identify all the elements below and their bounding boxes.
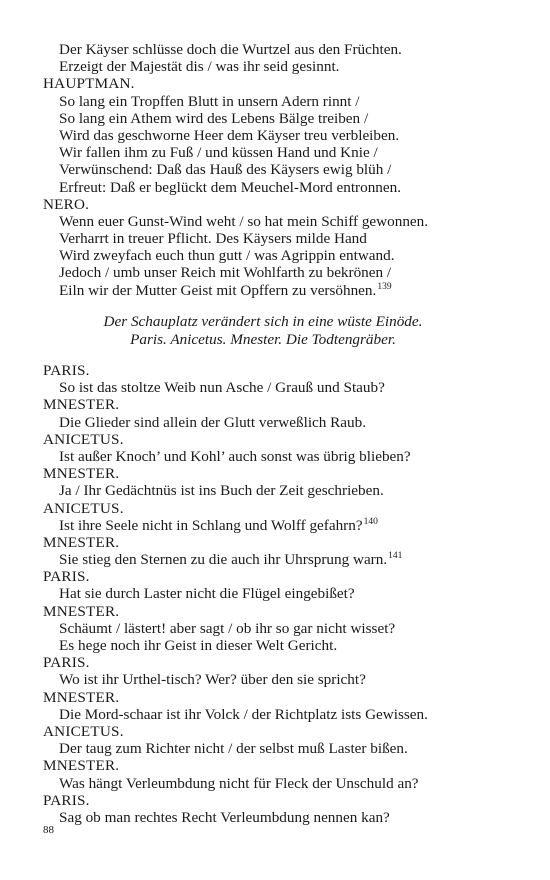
verse-text: Wo ist ihr Urthel-tisch? Wer? über den sie spricht? — [59, 671, 366, 689]
verse-text: Wird das geschworne Heer dem Käyser treu verbleiben. — [59, 126, 400, 144]
verse-line — [43, 637, 523, 654]
speaker-name — [43, 603, 523, 620]
speaker-name — [43, 75, 523, 92]
speaker-name — [43, 689, 523, 706]
verse-line — [43, 93, 523, 110]
verse-line — [43, 264, 523, 281]
verse-line — [43, 809, 523, 826]
verse-text: Hat sie durch Laster nicht die Flügel eingebißet? — [59, 585, 355, 603]
verse-text: Verharrt in treuer Pflicht. Des Käysers milde Hand — [59, 230, 367, 248]
text-block-lower — [43, 362, 523, 826]
text-block-upper — [43, 41, 523, 299]
speaker-name — [43, 500, 523, 517]
verse-line — [43, 448, 523, 465]
speaker-label: MNESTER. — [43, 688, 120, 706]
verse-text: Wir fallen ihm zu Fuß / und küssen Hand und Knie / — [59, 144, 378, 162]
speaker-name — [43, 792, 523, 809]
speaker-label: MNESTER. — [43, 757, 120, 775]
verse-text: Wenn euer Gunst-Wind weht / so hat mein Schiff gewonnen. — [59, 212, 429, 230]
verse-text: Verwünschend: Daß das Hauß des Käysers ewig blüh / — [59, 161, 392, 179]
verse-text: Der taug zum Richter nicht / der selbst muß Laster bißen. — [59, 740, 408, 758]
speaker-label: ANICETUS. — [43, 722, 124, 740]
verse-text: Es hege noch ihr Geist in dieser Welt Gericht. — [59, 637, 338, 654]
verse-text: Was hängt Verleumbdung nicht für Fleck der Unschuld an? — [59, 774, 419, 792]
verse-text: So lang ein Athem wird des Lebens Bälge treiben / — [59, 109, 369, 127]
speaker-label: PARIS. — [43, 791, 90, 809]
speaker-label: MNESTER. — [43, 602, 120, 620]
speaker-name — [43, 196, 523, 213]
verse-line — [43, 179, 523, 196]
speaker-name — [43, 723, 523, 740]
verse-text: Die Mord-schaar ist ihr Volck / der Richtplatz ists Gewissen. — [59, 705, 428, 723]
page-number: 88 — [43, 824, 54, 836]
verse-text: Wird zweyfach euch thun gutt / was Agrippin entwand. — [59, 247, 395, 265]
footnote-marker[interactable]: 139 — [377, 281, 392, 292]
verse-text: Ja / Ihr Gedächtnüs ist ins Buch der Zeit geschrieben. — [59, 482, 384, 500]
verse-line — [43, 247, 523, 264]
verse-text: Ist ihre Seele nicht in Schlang und Wolff gefahrn? — [59, 516, 363, 534]
verse-line — [43, 282, 523, 299]
speaker-label: PARIS. — [43, 568, 90, 586]
speaker-label: PARIS. — [43, 362, 90, 379]
speaker-name — [43, 362, 523, 379]
footnote-marker[interactable]: 141 — [388, 551, 403, 562]
verse-line — [43, 127, 523, 144]
speaker-label: ANICETUS. — [43, 430, 124, 448]
verse-line — [43, 58, 523, 75]
speaker-name — [43, 568, 523, 585]
speaker-name — [43, 465, 523, 482]
verse-text: Sag ob man rechtes Recht Verleumbdung nennen kan? — [59, 808, 390, 826]
verse-line — [43, 110, 523, 127]
verse-line — [43, 482, 523, 499]
speaker-label: MNESTER. — [43, 533, 120, 551]
verse-line — [43, 671, 523, 688]
speaker-name — [43, 534, 523, 551]
verse-line — [43, 213, 523, 230]
verse-line — [43, 517, 523, 534]
speaker-name — [43, 396, 523, 413]
verse-line — [43, 551, 523, 568]
speaker-name — [43, 654, 523, 671]
verse-line — [43, 585, 523, 602]
stage-direction-line: Der Schauplatz verändert sich in eine wüste Einöde. — [103, 313, 423, 330]
verse-line — [43, 706, 523, 723]
footnote-marker[interactable]: 140 — [363, 516, 378, 527]
verse-text: So lang ein Tropffen Blutt in unsern Adern rinnt / — [59, 92, 360, 110]
verse-text: Jedoch / umb unser Reich mit Wohlfarth zu bekrönen / — [59, 264, 392, 282]
speaker-label: PARIS. — [43, 654, 90, 672]
verse-text: Erfreut: Daß er beglückt dem Meuchel-Mord entronnen. — [59, 178, 402, 196]
speaker-label: NERO. — [43, 195, 90, 213]
speaker-label: MNESTER. — [43, 465, 120, 483]
speaker-label: ANICETUS. — [43, 499, 124, 517]
speaker-label: MNESTER. — [43, 396, 120, 414]
verse-line — [43, 230, 523, 247]
verse-line — [43, 144, 523, 161]
verse-text: Der Käyser schlüsse doch die Wurtzel aus den Früchten. — [59, 41, 402, 58]
verse-line — [43, 740, 523, 757]
verse-line — [43, 161, 523, 178]
verse-text: Sie stieg den Sternen zu die auch ihr Uhrsprung warn. — [59, 551, 388, 569]
verse-text: So ist das stoltze Weib nun Asche / Grauß und Staub? — [59, 379, 385, 397]
speaker-name — [43, 431, 523, 448]
verse-line — [43, 414, 523, 431]
speaker-label: HAUPTMAN. — [43, 75, 135, 93]
verse-line — [43, 41, 523, 58]
verse-line — [43, 379, 523, 396]
stage-direction-line: Paris. Anicetus. Mnester. Die Todtengräber. — [130, 330, 396, 348]
verse-line — [43, 620, 523, 637]
verse-text: Eiln wir der Mutter Geist mit Opffern zu versöhnen. — [59, 281, 377, 299]
stage-direction — [43, 313, 483, 348]
verse-text: Ist außer Knoch’ und Kohl’ auch sonst was übrig blieben? — [59, 447, 411, 465]
verse-text: Erzeigt der Majestät dis / was ihr seid gesinnt. — [59, 58, 340, 76]
verse-text: Schäumt / lästert! aber sagt / ob ihr so gar nicht wisset? — [59, 619, 396, 637]
speaker-name — [43, 757, 523, 774]
verse-line — [43, 775, 523, 792]
verse-text: Die Glieder sind allein der Glutt verweßlich Raub. — [59, 413, 367, 431]
